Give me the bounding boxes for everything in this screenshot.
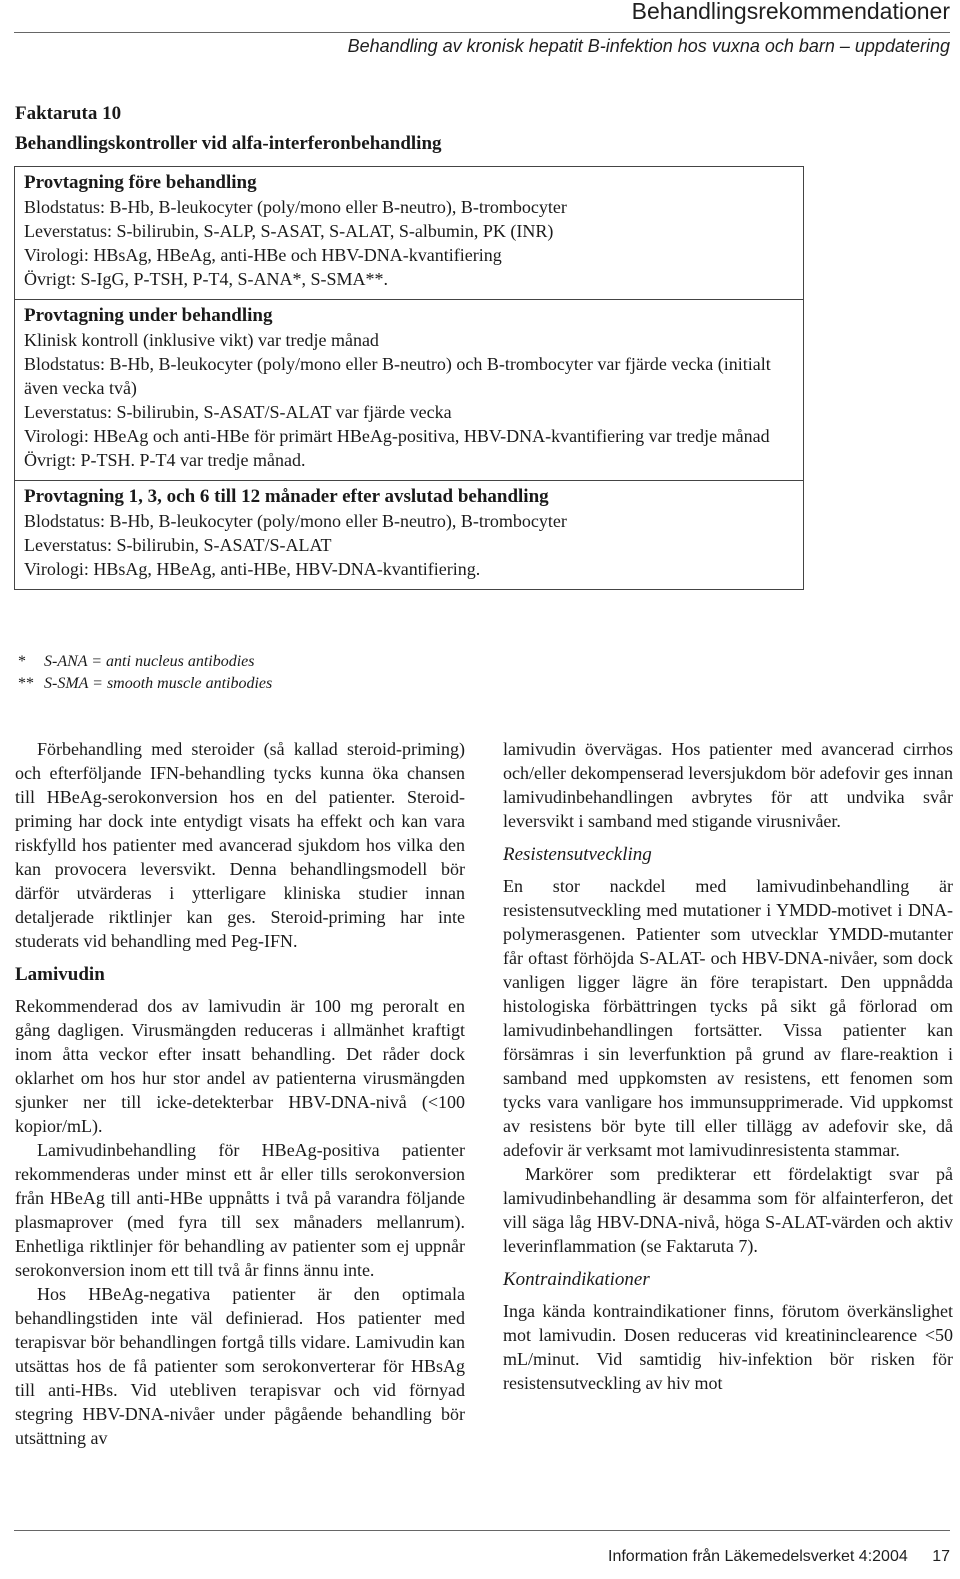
factbox-section-after: [15, 480, 803, 589]
page-footer: [608, 1548, 950, 1566]
factbox-label: Faktaruta 10: [15, 103, 122, 124]
section-line: Övrigt: S-IgG, P-TSH, P-T4, S-ANA*, S-SMA**.: [24, 269, 389, 289]
section-line: Virologi: HBeAg och anti-HBe för primärt HBeAg-positiva, HBV-DNA-kvantifiering var tredje månad: [24, 426, 770, 446]
paragraph: Hos HBeAg-negativa patienter är den optimala behandlingstiden inte väl definierad. Hos patienter med terapisvar bör behandlingen fortgå tills vidare. Lamivudin kan utsättas hos de få patienter som serokonverterar för HBsAg till anti-HBs. Vid utebliven terapisvar och vid förnyad stegring HBV-DNA-nivåer under pågående behandling bör utsättning av: [15, 1284, 465, 1448]
paragraph: Markörer som predikterar ett fördelaktigt svar på lamivudinbehandling är desamma som för alfainterferon, det vill säga låg HBV-DNA-nivå, höga S-ALAT-värden och aktiv leverinflammation (se Faktaruta 7).: [503, 1164, 953, 1256]
section-line: Leverstatus: S-bilirubin, S-ALP, S-ASAT, S-ALAT, S-albumin, PK (INR): [24, 221, 554, 241]
paragraph: Rekommenderad dos av lamivudin är 100 mg peroralt en gång dagligen. Virusmängden reduceras i allmänhet kraftigt inom åtta veckor efter insatt behandling. Det råder dock oklarhet om hos hur stor andel av patienterna virusmängden sjunker ner till icke-detekterbar HBV-DNA-nivå (<100 kopior/mL).: [15, 996, 465, 1136]
section-heading-contraindications: Kontraindikationer: [503, 1269, 650, 1290]
factbox-footnotes: [18, 651, 272, 695]
section-heading-resistance: Resistensutveckling: [503, 844, 652, 865]
paragraph: En stor nackdel med lamivudinbehandling är resistensutveckling med mutationer i YMDD-motivet i DNA-polymerasgenen. Patienter som utvecklar YMDD-mutanter får oftast förhöjda S-ALAT- och HBV-DNA-nivåer, som dock vanligen ligger lägre än före terapistart. Den uppnådda histologiska förbättringen tycks på sikt gå förlorad om lamivudinbehandlingen fortsätter. Vissa patienter kan försämras i sin leverfunktion på grund av flare-reaktion i samband med uppkomsten av resistens, ett fenomen som tycks vara vanligare hos immunsupprimerade. Vid uppkomst av resistens bör byte till eller tillägg av adefovir ske, då adefovir är verksamt mot lamivudinresistenta stammar.: [503, 876, 953, 1160]
footer-rule: [14, 1530, 950, 1531]
section-heading: Provtagning under behandling: [24, 305, 273, 326]
section-line: Blodstatus: B-Hb, B-leukocyter (poly/mono eller B-neutro), B-trombocyter: [24, 511, 567, 531]
factbox: [14, 166, 804, 590]
factbox-section-before: [15, 167, 803, 299]
header-rule: [14, 32, 950, 33]
section-heading: Provtagning före behandling: [24, 172, 257, 193]
factbox-section-during: [15, 299, 803, 480]
paragraph: Inga kända kontraindikationer finns, förutom överkänslighet mot lamivudin. Dosen reduceras vid kreatininclearence <50 mL/minut. Vid samtidig hiv-infektion bör risken för resistensutveckling av hiv mot: [503, 1301, 953, 1393]
left-column: [15, 737, 465, 1450]
section-line: Leverstatus: S-bilirubin, S-ASAT/S-ALAT var fjärde vecka: [24, 402, 452, 422]
section-line: Övrigt: P-TSH. P-T4 var tredje månad.: [24, 450, 306, 470]
footnote: [18, 651, 272, 673]
footnote-mark: **: [18, 675, 34, 692]
footnote-mark: *: [18, 653, 26, 670]
paragraph: Förbehandling med steroider (så kallad steroid-priming) och efterföljande IFN-behandling tycks kunna öka chansen till HBeAg-serokonversion hos en del patienter. Steroid-priming har dock inte entydigt visats ha effekt och kan vara riskfylld hos patienter med avancerad sjukdom hos vilka den kan provocera leversvikt. Denna behandlingsmodell bör därför utvärderas i ytterligare kliniska studier innan detaljerade riktlinjer kan ges. Steroid-priming har inte studerats vid behandling med Peg-IFN.: [15, 739, 465, 951]
section-line: Blodstatus: B-Hb, B-leukocyter (poly/mono eller B-neutro), B-trombocyter: [24, 197, 567, 217]
section-line: Leverstatus: S-bilirubin, S-ASAT/S-ALAT: [24, 535, 332, 555]
paragraph: Lamivudinbehandling för HBeAg-positiva patienter rekommenderas under minst ett år eller tills serokonversion från HBeAg till anti-HBe uppnåtts i två på varandra följande plasmaprover (med fyra till sex månaders mellanrum). Enhetliga riktlinjer för behandling av patienter som ej uppnår serokonversion inom ett till två år finns ännu inte.: [15, 1140, 465, 1280]
section-heading: Provtagning 1, 3, och 6 till 12 månader efter avslutad behandling: [24, 486, 549, 507]
section-heading-lamivudin: Lamivudin: [15, 964, 105, 985]
paragraph: lamivudin övervägas. Hos patienter med avancerad cirrhos och/eller dekompenserad leversjukdom bör adefovir ges innan lamivudinbehandlingen avbrytes för att undvika svår leversvikt i samband med stigande virusnivåer.: [503, 739, 953, 831]
running-header-subtitle: Behandling av kronisk hepatit B-infektion hos vuxna och barn – uppdatering: [347, 36, 950, 56]
footer-source: Information från Läkemedelsverket 4:2004: [608, 1548, 908, 1565]
right-column: [503, 737, 953, 1395]
page-number: 17: [932, 1548, 950, 1565]
factbox-title: Behandlingskontroller vid alfa-interferonbehandling: [15, 133, 442, 154]
section-line: Blodstatus: B-Hb, B-leukocyter (poly/mono eller B-neutro) och B-trombocyter var fjärde vecka (initialt även vecka två): [24, 354, 771, 398]
section-line: Klinisk kontroll (inklusive vikt) var tredje månad: [24, 330, 379, 350]
running-header-title: Behandlingsrekommendationer: [631, 0, 950, 24]
footnote: [18, 673, 272, 695]
section-line: Virologi: HBsAg, HBeAg, anti-HBe, HBV-DNA-kvantifiering.: [24, 559, 481, 579]
footnote-text: S-SMA = smooth muscle antibodies: [44, 675, 273, 692]
footnote-text: S-ANA = anti nucleus antibodies: [44, 653, 255, 670]
section-line: Virologi: HBsAg, HBeAg, anti-HBe och HBV-DNA-kvantifiering: [24, 245, 502, 265]
